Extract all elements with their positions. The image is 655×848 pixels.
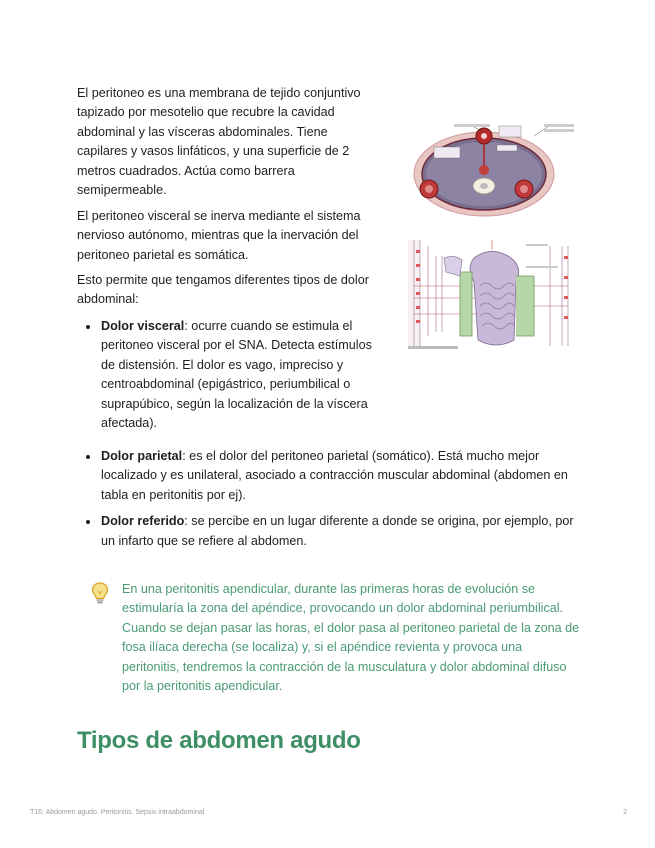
list-item	[77, 317, 377, 433]
list-item	[77, 512, 587, 551]
list-item-term: Dolor parietal	[101, 449, 183, 463]
page-number: 2	[623, 809, 627, 816]
innervation-paragraph: El peritoneo visceral se inerva mediante el sistema nervioso autónomo, mientras que la inervación del peritoneo parietal es somática.	[77, 209, 361, 262]
peritoneum-cross-section-figure	[404, 124, 579, 218]
pain-types-intro: Esto permite que tengamos diferentes tipos de dolor abdominal:	[77, 273, 369, 307]
list-item-term: Dolor visceral	[101, 319, 185, 333]
callout-text: En una peritonitis apendicular, durante las primeras horas de evolución se estimularía la zona del apéndice, provocando un dolor abdominal periumbilical. Cuando se dejan pasar las horas, el dolor pasa al peritoneo parietal de la zona de fosa ilíaca derecha (se localiza) y, si el apéndice revienta y provoca una peritonitis, tendremos la contracción de la musculatura y dolor abdominal difuso por la peritonitis apendicular.	[122, 582, 580, 694]
pain-types-list	[77, 317, 377, 433]
visceral-innervation-figure	[404, 236, 579, 358]
footer-title: T16: Abdomen agudo. Peritonitis. Sepsis intraabdominal	[30, 809, 205, 816]
intro-paragraph: El peritoneo es una membrana de tejido conjuntivo tapizado por mesotelio que recubre la cavidad abdominal y las vísceras abdominales. Tiene capilares y vasos linfáticos, y una superficie de 2 metros cuadrados. Actúa como barrera semipermeable.	[77, 86, 361, 198]
section-heading: Tipos de abdomen agudo	[77, 727, 361, 754]
list-item-term: Dolor referido	[101, 514, 185, 529]
lightbulb-icon	[90, 581, 110, 605]
clinical-note-callout	[90, 580, 580, 696]
list-item-text: : es el dolor del peritoneo parietal (somático). Está mucho mejor localizado y es unilateral, asociado a contracción muscular abdominal (abdomen en tabla en peritonitis por ej).	[101, 449, 568, 502]
list-item-text: : se percibe en un lugar diferente a donde se origina, por ejemplo, por un infarto que se refiere al abdomen.	[101, 514, 574, 548]
list-item	[77, 447, 587, 505]
list-item-text: : ocurre cuando se estimula el peritoneo visceral por el SNA. Detecta estímulos de distensión. El dolor es vago, impreciso y centroabdominal (epigástrico, periumbilical o suprapúbico, según la localización de la víscera afectada).	[101, 319, 372, 431]
pain-types-list-continued	[77, 447, 587, 558]
